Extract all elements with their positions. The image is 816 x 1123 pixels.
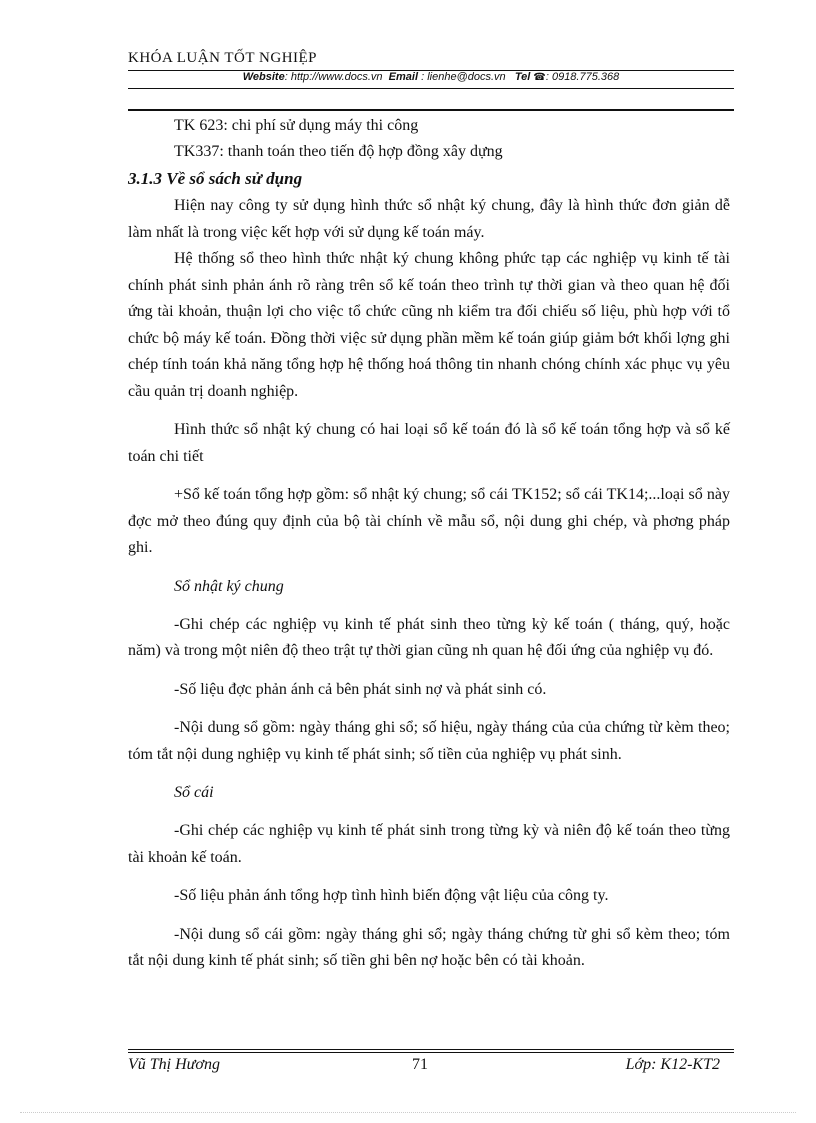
paragraph: -Ghi chép các nghiệp vụ kinh tế phát sinh theo từng kỳ kế toán ( tháng, quý, hoặc năm) và trong một niên độ theo trật tự thời gian cũng nh quan hệ đối ứng của nghiệp vụ đó. [128, 615, 730, 659]
paragraph: -Ghi chép các nghiệp vụ kinh tế phát sinh trong từng kỳ và niên độ kế toán theo từng tài khoản kế toán. [128, 822, 730, 866]
tk623-line: TK 623: chi phí sử dụng máy thi công [174, 117, 419, 134]
tk337-line: TK337: thanh toán theo tiến độ hợp đồng xây dựng [174, 143, 503, 160]
paragraph: Hệ thống sổ theo hình thức nhật ký chung không phức tạp các nghiệp vụ kinh tế tài chính phát sinh phản ánh rõ ràng trên sổ kế toán theo trình tự thời gian và theo quan hệ đối ứng tài khoản, thuận lợi cho việc tổ chức cũng nh kiểm tra đối chiếu số liệu, phù hợp với tổ chức bộ máy kế toán. Đồng thời việc sử dụng phần mềm kế toán giúp giảm bớt khối lợng ghi chép tính toán khả năng tổng hợp hệ thống hoá thông tin nhanh chóng chính xác phục vụ yêu cầu quản trị doanh nghiệp. [128, 250, 730, 400]
paragraph: -Số liệu đợc phản ánh cả bên phát sinh nợ và phát sinh có. [174, 680, 547, 698]
paragraph: -Nội dung sổ cái gồm: ngày tháng ghi sổ; ngày tháng chứng từ ghi sổ kèm theo; tóm tắt nội dung kinh tế phát sinh; số tiền ghi bên nợ hoặc bên có tài khoản. [128, 925, 730, 969]
footer-author: Vũ Thị Hương [128, 1056, 220, 1073]
footer-divider-bottom [128, 1052, 734, 1053]
header-divider-middle [128, 88, 734, 89]
paragraph: -Số liệu phản ánh tổng hợp tình hình biến động vật liệu của công ty. [174, 887, 609, 904]
email-value: : lienhe@docs.vn [418, 71, 506, 83]
section-heading: 3.1.3 Về sổ sách sử dụng [128, 169, 303, 188]
paragraph: +Sổ kế toán tổng hợp gồm: sổ nhật ký chung; sổ cái TK152; sổ cái TK14;...loại sổ này đợc mở theo đúng quy định của bộ tài chính về mẫu sổ, nội dung ghi chép, và phơng pháp ghi. [128, 486, 730, 556]
tel-value: : 0918.775.368 [545, 71, 620, 83]
paragraph: Hiện nay công ty sử dụng hình thức sổ nhật ký chung, đây là hình thức đơn giản dễ làm nhất là trong việc kết hợp với sử dụng kế toán máy. [128, 197, 730, 241]
subheading-so-cai: Sổ cái [174, 784, 214, 801]
footer-class: Lớp: K12-KT2 [625, 1056, 720, 1073]
website-label: Website [242, 71, 285, 83]
phone-icon: ☎ [533, 72, 546, 83]
paragraph: Hình thức sổ nhật ký chung có hai loại sổ kế toán đó là sổ kế toán tổng hợp và sổ kế toán chi tiết [128, 421, 730, 465]
page-number: 71 [412, 1056, 428, 1073]
header-title: KHÓA LUẬN TỐT NGHIỆP [128, 50, 318, 66]
paragraph: -Nội dung sổ gồm: ngày tháng ghi sổ; số hiệu, ngày tháng của của chứng từ kèm theo; tóm tắt nội dung nghiệp vụ kinh tế phát sinh; số tiền của nghiệp vụ phát sinh. [128, 719, 730, 763]
website-value: : http://www.docs.vn [284, 71, 383, 83]
footer-divider-top [128, 1049, 734, 1050]
page-edge-divider [20, 1112, 796, 1113]
page-content [128, 113, 730, 975]
header-divider-bottom [128, 109, 734, 111]
email-label: Email [388, 71, 419, 83]
subheading-nhat-ky-chung: Sổ nhật ký chung [174, 577, 284, 595]
tel-label: Tel [514, 71, 531, 83]
header-contact-line [128, 71, 734, 83]
